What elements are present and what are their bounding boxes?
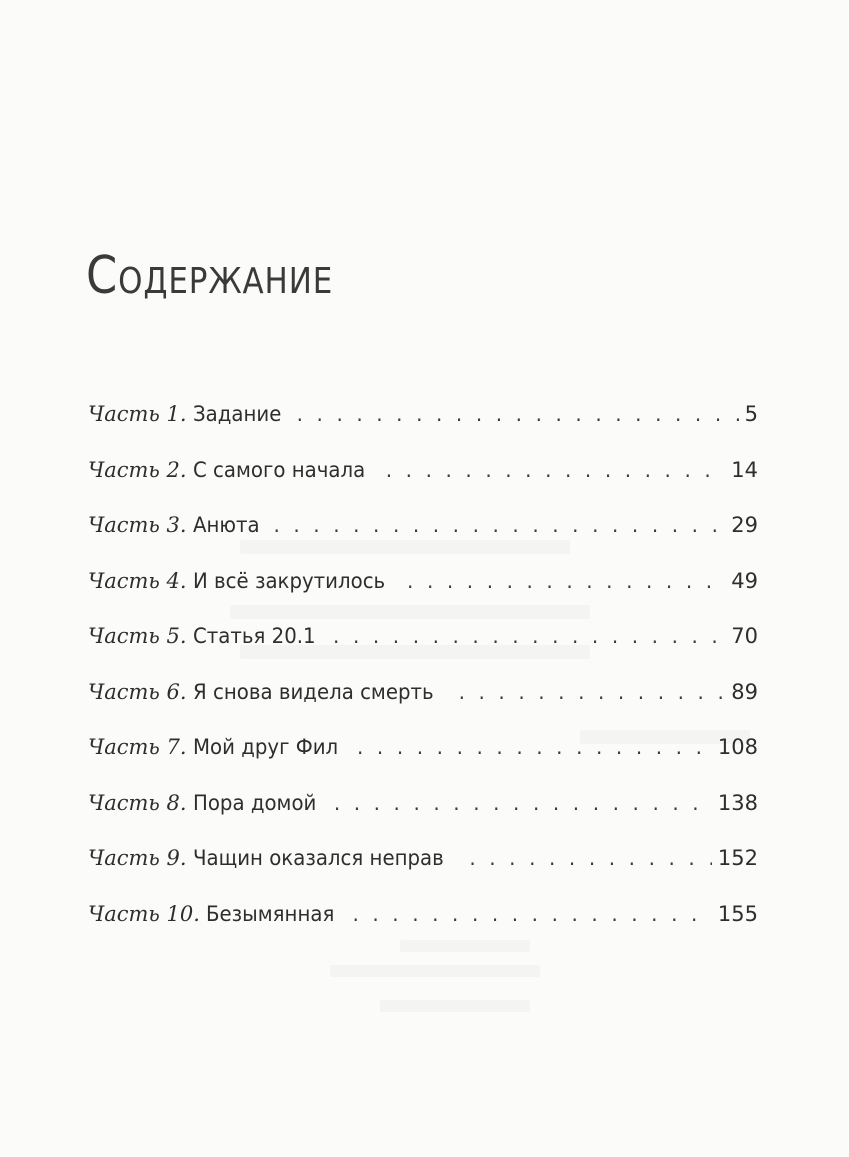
- page-number: 152: [717, 846, 758, 870]
- paper-show-through: [330, 965, 540, 977]
- toc-entry[interactable]: [88, 450, 758, 506]
- page-number: 108: [717, 735, 758, 759]
- toc-entry[interactable]: [88, 505, 758, 561]
- toc-entry[interactable]: [88, 727, 758, 783]
- dot-leader: [469, 838, 712, 878]
- chapter-title: С самого начала: [192, 457, 365, 482]
- page-number: 89: [731, 679, 758, 704]
- dot-leader: [386, 450, 726, 490]
- toc-entry[interactable]: [88, 394, 758, 450]
- part-label: Часть 10.: [88, 901, 200, 926]
- dot-leader: [357, 727, 712, 767]
- page-number: 5: [744, 402, 758, 426]
- chapter-title: Статья 20.1: [192, 624, 316, 648]
- part-label: Часть 8.: [88, 790, 187, 815]
- dot-leader: [459, 672, 726, 712]
- page-number: 138: [717, 790, 758, 815]
- part-label: Часть 4.: [88, 568, 187, 593]
- dot-leader: [334, 783, 712, 823]
- part-label: Часть 6.: [88, 679, 187, 704]
- dot-leader: [273, 505, 725, 545]
- part-label: Часть 2.: [88, 457, 187, 482]
- dot-leader: [407, 561, 725, 601]
- chapter-title: Я снова видела смерть: [192, 679, 434, 704]
- part-label: Часть 9.: [88, 846, 187, 870]
- part-label: Часть 7.: [88, 735, 187, 759]
- dot-leader: [352, 894, 711, 934]
- chapter-title: И всё закрутилось: [192, 568, 385, 593]
- dot-leader: [297, 394, 739, 434]
- page-number: 155: [717, 901, 758, 926]
- page-title: Содержание: [86, 246, 334, 306]
- toc-entry[interactable]: [88, 616, 758, 672]
- dot-leader: [333, 616, 725, 656]
- chapter-title: Безымянная: [205, 901, 335, 926]
- toc-entry[interactable]: [88, 783, 758, 839]
- part-label: Часть 5.: [88, 624, 187, 648]
- toc-entry[interactable]: [88, 672, 758, 728]
- chapter-title: Пора домой: [192, 790, 316, 815]
- chapter-title: Анюта: [192, 513, 260, 537]
- part-label: Часть 3.: [88, 513, 187, 537]
- table-of-contents: [88, 394, 758, 949]
- part-label: Часть 1.: [88, 402, 187, 426]
- chapter-title: Чащин оказался неправ: [192, 846, 444, 870]
- toc-entry[interactable]: [88, 561, 758, 617]
- page-number: 29: [731, 513, 758, 537]
- chapter-title: Задание: [192, 402, 281, 426]
- page-number: 49: [731, 568, 758, 593]
- toc-entry[interactable]: [88, 894, 758, 950]
- toc-entry[interactable]: [88, 838, 758, 894]
- chapter-title: Мой друг Фил: [192, 735, 338, 759]
- page-number: 70: [731, 624, 758, 648]
- paper-show-through: [380, 1000, 530, 1012]
- page-number: 14: [731, 457, 758, 482]
